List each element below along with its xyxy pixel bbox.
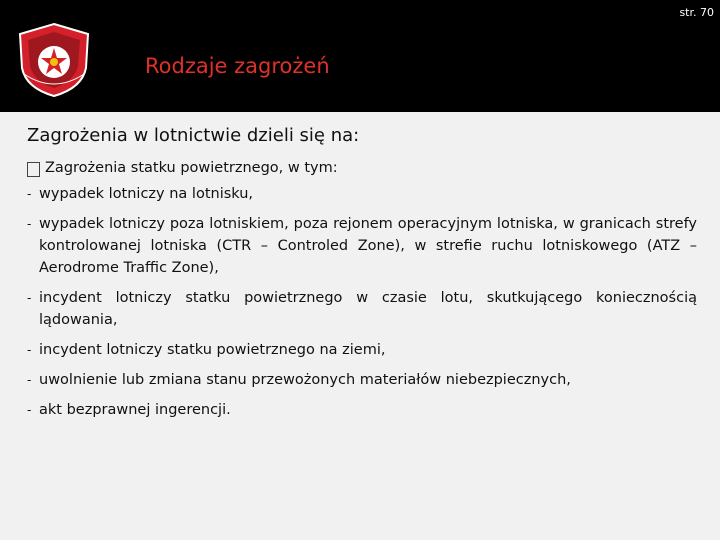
slide-content — [27, 125, 697, 429]
subheading-text: Zagrożenia statku powietrznego, w tym: — [45, 160, 338, 176]
list-item-text: incydent lotniczy statku powietrznego na ziemi, — [39, 342, 386, 358]
slide-title: Rodzaje zagrożeń — [145, 54, 330, 78]
dash-bullet: - — [27, 403, 32, 417]
list-item — [27, 213, 697, 279]
list-item-text: wypadek lotniczy na lotnisku, — [39, 186, 254, 202]
dash-bullet: - — [27, 217, 32, 231]
dash-bullet: - — [27, 187, 32, 201]
list-item-text: incydent lotniczy statku powietrznego w czasie lotu, skutkującego koniecznością lądowania, — [39, 290, 697, 328]
list-item — [27, 339, 697, 361]
fire-brigade-emblem-icon — [16, 22, 92, 98]
page-number: str. 70 — [679, 6, 714, 19]
list-item-text: wypadek lotniczy poza lotniskiem, poza rejonem operacyjnym lotniska, w granicach strefy kontrolowanej lotniska (CTR – Controled Zone), w strefie ruchu lotniskowego (ATZ – Aerodrome Traffic Zone), — [39, 216, 697, 276]
list-item — [27, 369, 697, 391]
dash-bullet: - — [27, 343, 32, 357]
list-item — [27, 183, 697, 205]
checkbox-bullet-icon — [27, 162, 40, 177]
dash-bullet: - — [27, 373, 32, 387]
content-heading: Zagrożenia w lotnictwie dzieli się na: — [27, 125, 360, 146]
list-item — [27, 287, 697, 331]
list-item-text: akt bezprawnej ingerencji. — [39, 402, 231, 418]
slide-header — [0, 0, 720, 112]
list-item — [27, 399, 697, 421]
dash-bullet: - — [27, 291, 32, 305]
list-item-text: uwolnienie lub zmiana stanu przewożonych materiałów niebezpiecznych, — [39, 372, 571, 388]
hazard-list — [27, 183, 697, 421]
subheading — [27, 160, 697, 177]
